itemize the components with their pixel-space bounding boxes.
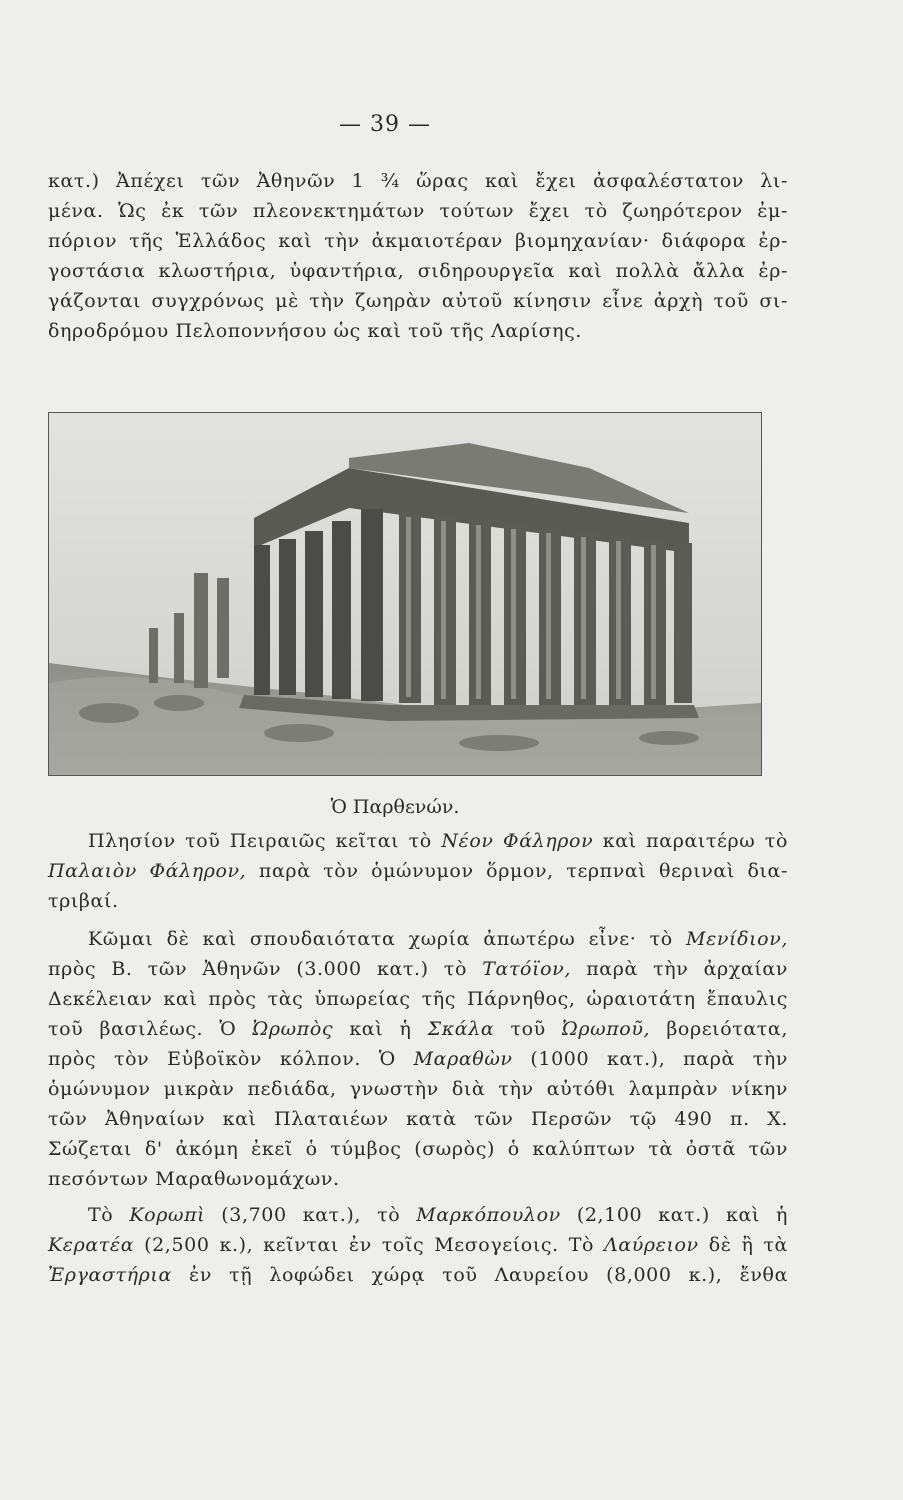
place-name: Μενίδιον,	[686, 928, 788, 950]
text-line: μένα. Ὡς ἐκ τῶν πλεονεκτημάτων τούτων ἔχει τὸ ζωηρότερον ἐμ-	[48, 200, 788, 222]
text-line: τριβαί.	[48, 890, 119, 912]
text-line: ὁμώνυμον μικρὰν πεδιάδα, γνωστὴν διὰ τὴν αὐτόθι λαμπρὰν νίκην	[48, 1078, 788, 1100]
parthenon-photo	[48, 412, 762, 776]
text-line: γοστάσια κλωστήρια, ὑφαντήρια, σιδηρουργεῖα καὶ πολλὰ ἄλλα ἐρ-	[48, 260, 788, 282]
text-line: γάζονται συγχρόνως μὲ τὴν ζωηρὰν αὐτοῦ κίνησιν εἶνε ἀρχὴ τοῦ σι-	[48, 290, 788, 312]
place-name: Μαρκόπουλον	[416, 1204, 561, 1226]
parthenon-illustration	[49, 413, 761, 775]
text-line: κατ.) Ἀπέχει τῶν Ἀθηνῶν 1 ¾ ὥρας καὶ ἔχει ἀσφαλέστατον λι-	[48, 170, 788, 192]
text-line: πόριον τῆς Ἑλλάδος καὶ τὴν ἀκμαιοτέραν βιομηχανίαν· διάφορα ἐρ-	[48, 230, 788, 252]
text-line: πεσόντων Μαραθωνομάχων.	[48, 1168, 340, 1190]
place-name: Ὠρωποῦ,	[562, 1018, 651, 1040]
text-line: Πλησίον τοῦ Πειραιῶς κεῖται τὸ Νέον Φάληρον καὶ παραιτέρω τὸ	[88, 830, 789, 852]
place-name: Ἐργαστήρια	[48, 1264, 172, 1286]
place-name: Κερατέα	[48, 1234, 135, 1256]
text-line: Παλαιὸν Φάληρον, παρὰ τὸν ὁμώνυμον ὅρμον, τερπναὶ θεριναὶ δια-	[48, 860, 788, 882]
text-line: Κερατέα (2,500 κ.), κεῖνται ἐν τοῖς Μεσογείοις. Τὸ Λαύρειον δὲ ἢ τὰ	[48, 1234, 788, 1256]
place-name: Μαραθὼν	[413, 1048, 513, 1070]
text-line: πρὸς τὸν Εὐβοϊκὸν κόλπον. Ὁ Μαραθὼν (1000 κατ.), παρὰ τὴν	[48, 1048, 788, 1070]
place-name: Κορωπὶ	[129, 1204, 206, 1226]
place-name: Τατόϊον,	[482, 958, 571, 980]
place-name: Νέον Φάληρον	[441, 830, 594, 852]
text-line: Κῶμαι δὲ καὶ σπουδαιότατα χωρία ἀπωτέρω εἶνε· τὸ Μενίδιον,	[88, 928, 788, 950]
place-name: Παλαιὸν Φάληρον,	[48, 860, 247, 882]
place-name: Ὠρωπὸς	[252, 1018, 334, 1040]
text-line: τοῦ βασιλέως. Ὁ Ὠρωπὸς καὶ ἡ Σκάλα τοῦ Ὠρωποῦ, βορειότατα,	[48, 1018, 788, 1040]
place-name: Σκάλα	[427, 1018, 495, 1040]
intro-paragraph	[48, 166, 788, 346]
text-line: δηροδρόμου Πελοποννήσου ὡς καὶ τοῦ τῆς Λαρίσης.	[48, 320, 583, 342]
text-line: Ἐργαστήρια ἐν τῇ λοφώδει χώρᾳ τοῦ Λαυρείου (8,000 κ.), ἔνθα	[48, 1264, 788, 1286]
text-line: Τὸ Κορωπὶ (3,700 κατ.), τὸ Μαρκόπουλον (2,100 κατ.) καὶ ἡ	[88, 1204, 788, 1226]
text-line: Σώζεται δ' ἀκόμη ἐκεῖ ὁ τύμβος (σωρὸς) ὁ καλύπτων τὰ ὀστᾶ τῶν	[48, 1138, 788, 1160]
page-number: — 39 —	[339, 112, 431, 137]
figure-caption: Ὁ Παρθενών.	[330, 796, 460, 818]
text-line: τῶν Ἀθηναίων καὶ Πλαταιέων κατὰ τῶν Περσῶν τῷ 490 π. Χ.	[48, 1108, 788, 1130]
place-name: Λαύρειον	[604, 1234, 699, 1256]
text-line: Δεκέλειαν καὶ πρὸς τὰς ὑπωρείας τῆς Πάρνηθος, ὡραιοτάτη ἔπαυλις	[48, 988, 788, 1010]
text-line: πρὸς Β. τῶν Ἀθηνῶν (3.000 κατ.) τὸ Τατόϊον, παρὰ τὴν ἀρχαίαν	[48, 958, 788, 980]
body-text	[48, 826, 788, 1290]
